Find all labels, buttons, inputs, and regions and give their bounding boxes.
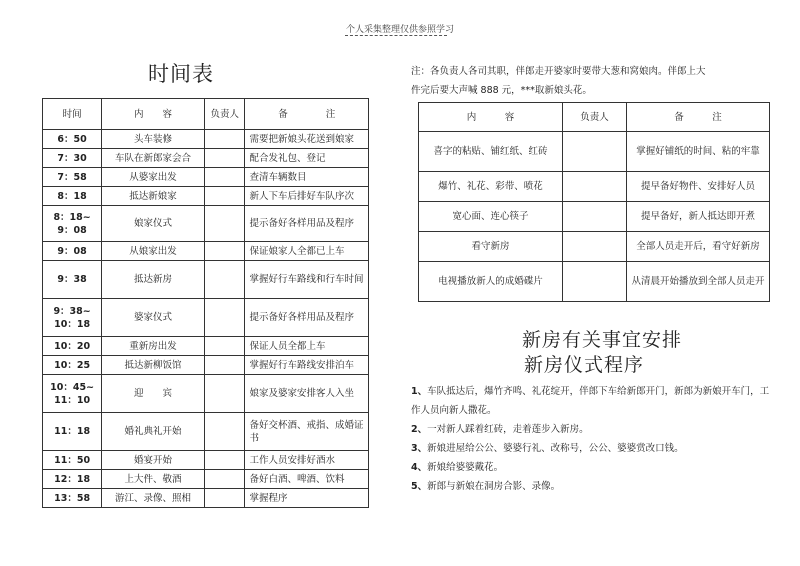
owner-cell bbox=[204, 299, 244, 337]
schedule-title: 时间表 bbox=[148, 62, 214, 86]
note-cell: 保证人员全都上车 bbox=[245, 337, 369, 356]
note-cell: 娘家及婆家安排客人入坐 bbox=[245, 375, 369, 413]
header-note: 个人采集整理仅供参照学习 bbox=[345, 25, 454, 35]
content-cell: 迎 宾 bbox=[102, 375, 205, 413]
content-cell: 从婆家出发 bbox=[102, 168, 205, 187]
tasks-table bbox=[418, 102, 770, 302]
time-cell: 6：50 bbox=[43, 130, 102, 149]
table-row bbox=[43, 261, 369, 299]
time-cell: 9：08 bbox=[43, 242, 102, 261]
owner-cell bbox=[204, 149, 244, 168]
content-cell: 车队在新郎家会合 bbox=[102, 149, 205, 168]
table-row bbox=[43, 337, 369, 356]
step-item bbox=[411, 439, 776, 458]
table-row bbox=[43, 489, 369, 508]
owner-cell bbox=[563, 202, 627, 232]
col-header-content: 内 容 bbox=[419, 103, 563, 132]
time-cell: 8：18 bbox=[43, 187, 102, 206]
step-text: 一对新人踩着红砖，走着莲步入新房。 bbox=[427, 424, 589, 435]
schedule-body bbox=[43, 130, 369, 508]
time-cell: 10：20 bbox=[43, 337, 102, 356]
step-text: 新娘给婆婆戴花。 bbox=[427, 462, 504, 473]
step-number: 2、 bbox=[411, 424, 428, 435]
owner-cell bbox=[204, 470, 244, 489]
owner-cell bbox=[204, 130, 244, 149]
owner-cell bbox=[204, 489, 244, 508]
schedule-table bbox=[42, 98, 369, 508]
col-header-owner: 负责人 bbox=[204, 99, 244, 130]
note-line-2: 件完后要大声喊 888 元，***取新娘头花。 bbox=[411, 85, 592, 96]
note-cell: 掌握好行车路线安排泊车 bbox=[245, 356, 369, 375]
section-title: 新房有关事宜安排 bbox=[522, 329, 683, 351]
time-cell: 13：58 bbox=[43, 489, 102, 508]
note-cell: 全部人员走开后，看守好新房 bbox=[627, 232, 770, 262]
note-cell: 提早备好，新人抵达即开煮 bbox=[627, 202, 770, 232]
owner-cell bbox=[204, 187, 244, 206]
content-cell: 抵达新房 bbox=[102, 261, 205, 299]
content-cell: 上大件、敬酒 bbox=[102, 470, 205, 489]
note-cell: 查清车辆数目 bbox=[245, 168, 369, 187]
content-cell: 重新房出发 bbox=[102, 337, 205, 356]
section-subtitle: 新房仪式程序 bbox=[524, 354, 645, 376]
time-cell: 10：25 bbox=[43, 356, 102, 375]
steps-list bbox=[411, 382, 776, 496]
content-cell: 爆竹、礼花、彩带、喷花 bbox=[419, 172, 563, 202]
table-row bbox=[43, 470, 369, 489]
content-cell: 抵达新柳饭馆 bbox=[102, 356, 205, 375]
table-row bbox=[43, 299, 369, 337]
note-block bbox=[411, 62, 771, 100]
step-text: 车队抵达后，爆竹齐鸣、礼花绽开，伴郎下车给新郎开门，新郎为新娘开车门，工作人员向新人撒花。 bbox=[411, 386, 770, 416]
table-row bbox=[43, 206, 369, 242]
col-header-owner: 负责人 bbox=[563, 103, 627, 132]
content-cell: 头车装修 bbox=[102, 130, 205, 149]
note-cell: 新人下车后排好车队序次 bbox=[245, 187, 369, 206]
content-cell: 电视播放新人的成婚碟片 bbox=[419, 262, 563, 302]
table-row bbox=[43, 130, 369, 149]
table-row bbox=[43, 356, 369, 375]
content-cell: 游江、录像、照相 bbox=[102, 489, 205, 508]
tasks-body bbox=[419, 132, 770, 302]
step-item bbox=[411, 382, 776, 420]
col-header-note: 备 注 bbox=[627, 103, 770, 132]
time-cell: 9：38~ 10：18 bbox=[43, 299, 102, 337]
owner-cell bbox=[563, 232, 627, 262]
note-cell: 掌握程序 bbox=[245, 489, 369, 508]
owner-cell bbox=[204, 451, 244, 470]
col-header-note: 备 注 bbox=[245, 99, 369, 130]
table-row bbox=[43, 149, 369, 168]
content-cell: 婆家仪式 bbox=[102, 299, 205, 337]
table-row bbox=[43, 375, 369, 413]
time-cell: 12：18 bbox=[43, 470, 102, 489]
col-header-time: 时间 bbox=[43, 99, 102, 130]
time-cell: 7：58 bbox=[43, 168, 102, 187]
table-row bbox=[43, 168, 369, 187]
owner-cell bbox=[563, 172, 627, 202]
note-cell: 备好交杯酒、戒指、成婚证书 bbox=[245, 413, 369, 451]
note-cell: 需要把新娘头花送到娘家 bbox=[245, 130, 369, 149]
step-item bbox=[411, 477, 776, 496]
content-cell: 从娘家出发 bbox=[102, 242, 205, 261]
content-cell: 娘家仪式 bbox=[102, 206, 205, 242]
table-row bbox=[43, 413, 369, 451]
step-number: 4、 bbox=[411, 462, 428, 473]
owner-cell bbox=[204, 261, 244, 299]
owner-cell bbox=[204, 375, 244, 413]
time-cell: 10：45~ 11：10 bbox=[43, 375, 102, 413]
owner-cell bbox=[204, 413, 244, 451]
note-cell: 掌握好行车路线和行车时间 bbox=[245, 261, 369, 299]
note-cell: 配合发礼包、登记 bbox=[245, 149, 369, 168]
time-cell: 9：38 bbox=[43, 261, 102, 299]
note-cell: 提早备好物件、安排好人员 bbox=[627, 172, 770, 202]
note-cell: 工作人员安排好酒水 bbox=[245, 451, 369, 470]
owner-cell bbox=[204, 337, 244, 356]
col-header-content: 内 容 bbox=[102, 99, 205, 130]
table-row bbox=[419, 232, 770, 262]
time-cell: 8：18~ 9：08 bbox=[43, 206, 102, 242]
step-text: 新娘进屋给公公、婆婆行礼、改称号，公公、婆婆赏改口钱。 bbox=[427, 443, 684, 454]
table-row bbox=[43, 451, 369, 470]
table-row bbox=[43, 242, 369, 261]
content-cell: 婚宴开始 bbox=[102, 451, 205, 470]
header-divider bbox=[345, 35, 447, 36]
time-cell: 11：18 bbox=[43, 413, 102, 451]
table-row bbox=[419, 262, 770, 302]
table-row bbox=[43, 187, 369, 206]
time-cell: 11：50 bbox=[43, 451, 102, 470]
content-cell: 看守新房 bbox=[419, 232, 563, 262]
owner-cell bbox=[563, 262, 627, 302]
note-cell: 提示备好各样用品及程序 bbox=[245, 299, 369, 337]
step-item bbox=[411, 458, 776, 477]
step-number: 3、 bbox=[411, 443, 428, 454]
time-cell: 7：30 bbox=[43, 149, 102, 168]
owner-cell bbox=[204, 168, 244, 187]
step-text: 新郎与新娘在洞房合影、录像。 bbox=[427, 481, 561, 492]
content-cell: 喜字的粘贴、铺红纸、红砖 bbox=[419, 132, 563, 172]
note-cell: 掌握好铺纸的时间、粘的牢靠 bbox=[627, 132, 770, 172]
step-number: 1、 bbox=[411, 386, 428, 397]
note-line-1: 注：各负责人各司其职，伴郎走开婆家时要带大葱和窝娘肉。伴郎上大 bbox=[411, 66, 706, 77]
note-cell: 提示备好各样用品及程序 bbox=[245, 206, 369, 242]
content-cell: 婚礼典礼开始 bbox=[102, 413, 205, 451]
content-cell: 抵达新娘家 bbox=[102, 187, 205, 206]
owner-cell bbox=[563, 132, 627, 172]
owner-cell bbox=[204, 242, 244, 261]
note-cell: 保证娘家人全都已上车 bbox=[245, 242, 369, 261]
step-item bbox=[411, 420, 776, 439]
owner-cell bbox=[204, 356, 244, 375]
owner-cell bbox=[204, 206, 244, 242]
step-number: 5、 bbox=[411, 481, 428, 492]
table-row bbox=[419, 202, 770, 232]
table-row bbox=[419, 172, 770, 202]
table-row bbox=[419, 132, 770, 172]
note-cell: 备好白酒、啤酒、饮料 bbox=[245, 470, 369, 489]
note-cell: 从清晨开始播放到全部人员走开 bbox=[627, 262, 770, 302]
content-cell: 宽心面、连心筷子 bbox=[419, 202, 563, 232]
